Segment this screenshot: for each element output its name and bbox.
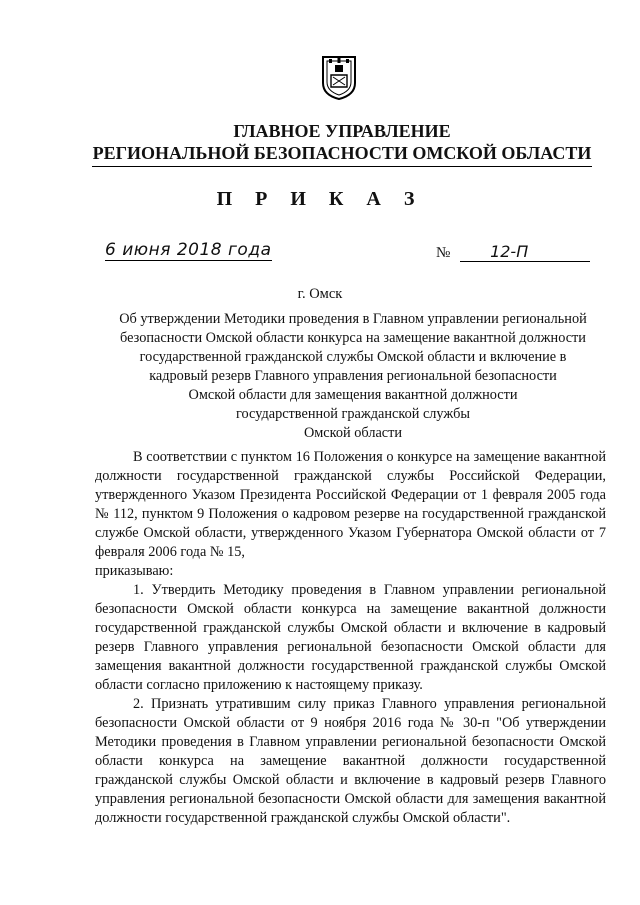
document-date: 6 июня 2018 года (105, 240, 272, 260)
order-item-1: 1. Утвердить Методику проведения в Главном управлении региональной безопасности Омской области конкурса на замещение вакантной должности государственной гражданской службы Омской области и включение в кадровый резерв Главного управления региональной безопасности Омской области для замещения вакантной должности государственной гражданской службы Омской области согласно приложению к настоящему приказу. (95, 582, 606, 693)
number-sign: № (436, 245, 451, 261)
subject-line: Об утверждении Методики проведения в Главном управлении региональной (119, 311, 587, 327)
document-title: П Р И К А З (216, 188, 424, 210)
order-word: приказываю: (95, 563, 174, 579)
organization-header (92, 120, 592, 167)
org-name-line1: ГЛАВНОЕ УПРАВЛЕНИЕ (233, 121, 451, 141)
subject-line: государственной гражданской службы Омской области и включение в (139, 349, 567, 365)
subject-line: Омской области для замещения вакантной должности (188, 387, 518, 403)
org-name-line2: РЕГИОНАЛЬНОЙ БЕЗОПАСНОСТИ ОМСКОЙ ОБЛАСТИ (92, 142, 592, 167)
subject-line: безопасности Омской области конкурса на замещение вакантной должности (120, 330, 586, 346)
subject-line: государственной гражданской службы (236, 406, 470, 422)
document-number: 12-П (460, 243, 590, 262)
subject-line: Омской области (303, 425, 403, 441)
subject-line: кадровый резерв Главного управления региональной безопасности (149, 368, 557, 384)
omsk-coat-of-arms-icon (320, 53, 358, 101)
preamble-paragraph: В соответствии с пунктом 16 Положения о конкурсе на замещение вакантной должности государственной гражданской службы Российской Федерации, утвержденного Указом Президента Российской Федерации от 1 февраля 2005 года № 112, пунктом 9 Положения о кадровом резерве на государственной гражданской службе Омской области, утвержденного Указом Губернатора Омской области от 7 февраля 2006 года № 15, (95, 449, 606, 560)
document-city: г. Омск (297, 286, 343, 302)
document-subject (95, 310, 611, 443)
order-item-2: 2. Признать утратившим силу приказ Главного управления региональной безопасности Омской области от 9 ноября 2016 года № 30-п "Об утверждении Методики проведения в Главном управлении региональной безопасности Омской области конкурса на замещение вакантной должности государственной гражданской службы Омской области и включение в кадровый резерв Главного управления региональной безопасности Омской области для замещения вакантной должности государственной гражданской службы Омской области". (95, 696, 606, 826)
document-body (95, 448, 606, 828)
document-number-block (436, 243, 590, 262)
